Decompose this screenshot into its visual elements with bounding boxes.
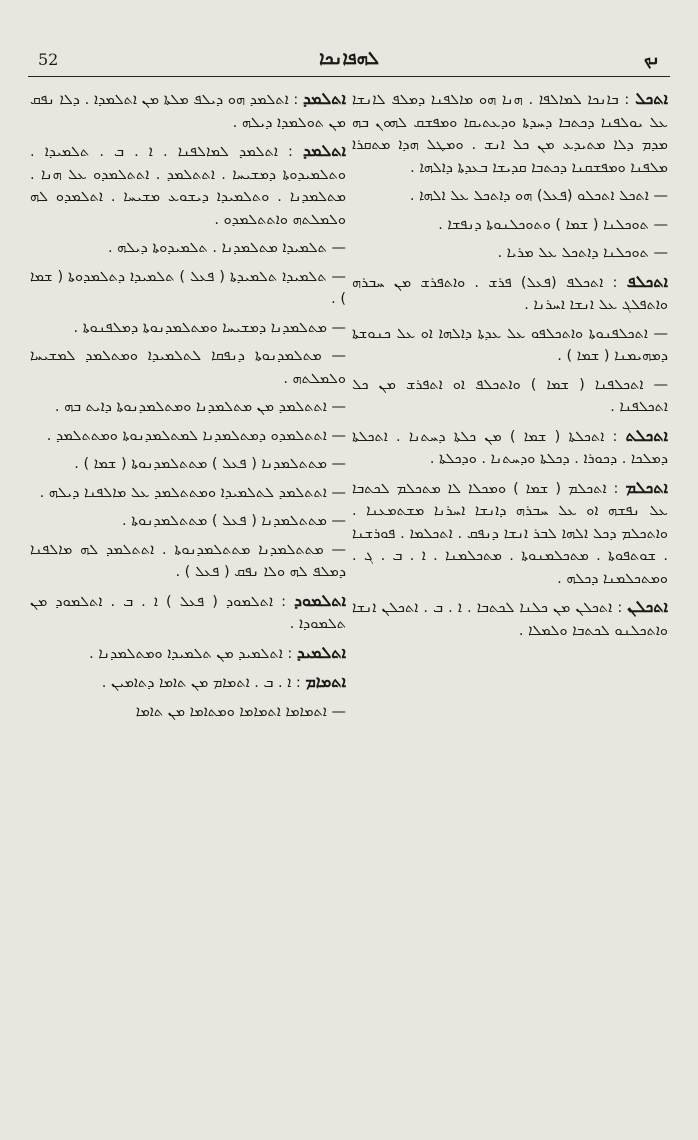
dictionary-entry (30, 482, 346, 505)
dictionary-entry (352, 374, 668, 419)
right-column (352, 88, 668, 1128)
entry-text: — ܡܬܬܠܡܕܢܐ ( ܦܥܠ ) ܡܬܬܠܡܕܢܘܬܐ ( ܫܡܐ ) . (74, 456, 346, 472)
lemma-separator: : (612, 600, 628, 616)
entry-text: — ܡܬܠܡܕܢܘܬܐ ܕܢܦܩܐ ܠܬܠܡܝܕܐ ܘܡܬܠܡܕ ܠܡܫܝܚܐ ܘܠܡܠܬܗ . (30, 348, 346, 387)
entry-text: ܐܬܟܠܬܐ ( ܫܡܐ ) ܡܢ ܟܠܬܐ ܕܚܬܢܐ . ܐܬܟܠܬܐ ܕܡܠܟܐ . ܕܟܘܪܐ . ܕܟܠܬܐ ܘܕܚܬܢܐ . ܘܕܟܠܬܐ . (352, 428, 668, 467)
entry-text: ܐܬܠܡܕ ܗܘ ܕܝܠܦ ܡܠܬܐ ܡܢ ܐܬܠܡܕܐ . ܕܠܐ ܢܦܩ ܡܢ ܬܘܠܡܕܐ ܕܝܠܗ . (30, 92, 346, 131)
entry-text: ܐܬܠܡܕ ܠܡܐܠܦܢܐ . ܐ . ܒ . ܬܠܡܝܕܐ . ܘܬܠܡܝܕܘܬܐ ܕܡܫܝܚܐ . ܐܬܬܠܡܕ . ܐܬܬܠܡܕܘ ܥܠ ܗܢܐ . ܡܬܠܡܕܢܐ . ܘܬܠܡܝܕܐ ܕܝܫܘܥ ܡܫܝܚܐ . ܐܬܠܡܕܘ ܠܗ ܘܠܡܠܬܗ ܘܐܬܬܠܡܕܘ . (30, 144, 346, 228)
dictionary-entry (352, 596, 668, 642)
dictionary-entry (30, 345, 346, 390)
entry-text: ܐ . ܒ . ܐܬܡܐܡ ܡܢ ܬܐܡܐ ܕܬܐܡܝܢ . (101, 675, 292, 691)
dictionary-entry (30, 237, 346, 260)
entry-text: — ܬܘܟܠܢܐ ܕܐܬܟܠ ܥܠ ܡܪܝܐ . (497, 245, 668, 261)
lemma-separator: : (603, 274, 627, 291)
running-title: ܠܗܦܐܢܟܐ (319, 48, 379, 69)
entry-lemma: ܐܬܠܡܘܕ (294, 590, 346, 610)
entry-text: — ܐܬܬܠܡܕ ܠܬܠܡܝܕܐ ܘܡܬܬܠܡܕ ܥܠ ܡܐܠܦܢܐ ܕܝܠܗ . (39, 484, 346, 501)
lemma-separator: : (291, 675, 306, 691)
dictionary-entry (30, 642, 346, 666)
dictionary-entry (30, 671, 346, 695)
entry-text: ܒܐܢܟܐ ܠܡܐܠܦܐ . ܗܢܐ ܗܘ ܡܐܠܦܢܐ ܕܡܠܦ ܠܐܢܫܐ ܥܠ ܝܘܠܦܢܐ ܕܟܬܒܐ ܕܚܕܬܐ ܘܕܥܬܝܩܐ ܘܡܦܫܩ ܠܗܘܢ ܒܗ ܡܕܡ ܕܠܐ ܡܬܝܕܥ ܡܢ ܟܠ ܐܢܫ . ܘܡܛܠ ܗܕܐ ܡܬܩܪܐ ܡܠܦܢܐ ܘܡܦܫܩܢܐ ܕܟܬܒܐ ܩܕܝܫܐ ܒܥܕܬܐ ܕܐܠܗܐ . (352, 92, 668, 176)
dictionary-entry (352, 477, 668, 591)
entry-lemma: ܐܬܡܐܡ (305, 672, 346, 691)
dictionary-entry (30, 396, 346, 419)
dictionary-entry (352, 242, 668, 265)
lemma-separator: : (606, 480, 626, 497)
dictionary-entry (352, 214, 668, 237)
entry-text: — ܡܬܬܠܡܕܢܐ ܡܬܬܠܡܕܢܘܬܐ . ܐܬܬܠܡܕ ܠܗ ܡܐܠܦܢܐ ܕܡܠܦ ܠܗ ܘܠܐ ܢܦܩ ( ܦܥܠ ) . (30, 541, 346, 580)
entry-lemma: ܐܬܟܠܢ (627, 597, 668, 616)
entry-text: — ܐܬܟܠ ܐܬܟܠܘ (ܦܥܠ) ܗܘ ܕܐܬܟܠ ܥܠ ܐܠܗܐ . (409, 188, 668, 204)
left-column (30, 88, 346, 1128)
entry-text: ܐܬܟܠܦ (ܦܥܠ) ܦܪܫ . ܘܐܬܦܪܫ ܡܢ ܚܒܪܗ ܘܐܬܦܠܓ ܥܠ ܐܢܫܐ ܐܚܪܢܐ . (352, 274, 668, 313)
entry-text: — ܡܬܠܡܕܢܐ ܕܡܫܝܚܐ ܘܡܬܠܡܕܢܘܬܐ ܕܡܠܦܢܘܬܐ . (73, 319, 346, 336)
dictionary-entry (30, 510, 346, 533)
dictionary-entry (30, 701, 346, 724)
dictionary-entry (30, 140, 346, 231)
entry-text: ܐܬܟܠܡ ( ܫܡܐ ) ܘܡܟܠܐ ܠܐ ܡܬܟܠܡ ܠܟܬܒܐ ܥܠ ܢܦܫܗ ܐܘ ܥܠ ܚܒܪܗ ܕܐܢܫܐ ܐܚܪܢܐ ܡܫܬܡܥܢܐ . ܘܐܬܟܠܡ ܕܟܠ ܐܠܗܐ ܠܒܪ ܐܢܫܐ ܕܢܦܩ . ܐܬܟܠܡܐ . ܦܘܪܫܢܐ . ܫܘܬܦܘܬܐ . ܡܬܟܠܡܢܘܬܐ . ܡܬܟܠܡܢܐ . ܐ . ܒ . ܓ . ܘܡܬܟܠܡܢܐ ܕܟܠܗ . (352, 480, 668, 587)
dictionary-entry (352, 185, 668, 208)
dictionary-entry (30, 539, 346, 584)
lemma-separator: : (277, 144, 304, 160)
entry-text: ܐܬܟܠܢ ܡܢ ܟܠܢܐ ܠܟܬܒܐ . ܐ . ܒ . ܐܬܟܠܢ ܐܢܫܐ ܘܐܬܟܠܢܘ ܠܟܬܒܐ ܘܠܡܠܐ . (352, 600, 668, 639)
entry-text: — ܐܬܬܠܡܕܘ ܕܡܬܠܡܕܢܐ ܠܡܬܠܡܕܢܘܬܐ ܘܡܬܬܠܡܕ . (46, 427, 346, 444)
dictionary-entry (352, 88, 668, 179)
dictionary-entry (30, 266, 346, 311)
page-header (28, 46, 670, 74)
entry-text: — ܐܬܟܠܦܢܘܬܐ ܘܐܬܟܠܦܘ ܥܠ ܥܕܬܐ ܕܐܠܗܐ ܐܘ ܥܠ ܟܢܘܫܬܐ ܕܡܗܝܡܢܐ ( ܫܡܐ ) . (352, 325, 668, 364)
dictionary-entry (352, 271, 668, 317)
entry-text: — ܬܠܡܝܕܐ ܬܠܡܝܕܬܐ ( ܦܥܠ ) ܬܠܡܝܕܐ ܕܬܠܡܕܘܬܐ ( ܫܡܐ ) . (30, 268, 346, 307)
entry-text: — ܐܬܟܠܦܢܐ ( ܫܡܐ ) ܘܐܬܟܠܦ ܐܘ ܐܬܦܪܫ ܡܢ ܟܠ ܐܬܟܠܦܢܐ . (352, 376, 668, 415)
dictionary-entry (30, 590, 346, 636)
dictionary-entry (352, 323, 668, 368)
entry-text: — ܬܠܡܝܕܐ ܡܬܠܡܕܢܐ . ܬܠܡܝܕܘܬܐ ܕܝܠܗ . (107, 240, 346, 256)
lemma-separator: : (604, 428, 626, 445)
entry-text: ܐܬܠܡܝܕ ܡܢ ܬܠܡܝܕܐ ܘܡܬܠܡܕܢܐ . (89, 645, 283, 662)
lemma-separator: : (288, 92, 304, 108)
page-number: 52 (38, 50, 59, 69)
entry-lemma: ܐܬܟܠ (635, 89, 668, 108)
entry-text: ܐܬܠܡܘܕ ( ܦܥܠ ) ܐ . ܒ . ܐܬܠܡܘܕ ܡܢ ܬܠܡܘܕܐ . (30, 593, 346, 632)
header-rule (28, 76, 670, 77)
entry-text: — ܡܬܬܠܡܕܢܐ ( ܦܥܠ ) ܡܬܬܠܡܕܢܘܬܐ . (121, 513, 346, 529)
lemma-separator: : (282, 645, 297, 662)
dictionary-entry (352, 425, 668, 471)
dictionary-entry (30, 453, 346, 476)
entry-text: — ܐܬܬܠܡܕ ܡܢ ܡܬܠܡܕܢܐ ܘܡܬܠܡܕܢܘܬܐ ܕܐܝܬ ܒܗ . (54, 399, 346, 415)
entry-text: — ܐܬܡܐܡܐ ܐܬܡܐܡܐ ܘܡܬܐܡܐ ܡܢ ܬܐܡܐ (135, 703, 346, 720)
entry-lemma: ܐܬܠܡܕ (303, 89, 346, 108)
entry-lemma: ܐܬܟܠܡ (625, 477, 668, 497)
entry-text: — ܬܘܟܠܢܐ ( ܫܡܐ ) ܘܬܘܟܠܢܘܬܐ ܕܢܦܫܐ . (438, 216, 668, 233)
lemma-separator: : (618, 92, 636, 108)
entry-lemma: ܐܬܠܡܝܕ (296, 642, 346, 662)
lemma-separator: : (273, 593, 295, 610)
entry-lemma: ܐܬܟܠܦ (626, 271, 668, 291)
section-letter: ܢܟ (643, 48, 660, 69)
entry-lemma: ܐܬܟܠܬ (625, 425, 668, 445)
entry-lemma: ܐܬܠܡܕ (303, 141, 346, 160)
dictionary-entry (30, 425, 346, 448)
dictionary-entry (30, 317, 346, 340)
dictionary-entry (30, 88, 346, 134)
